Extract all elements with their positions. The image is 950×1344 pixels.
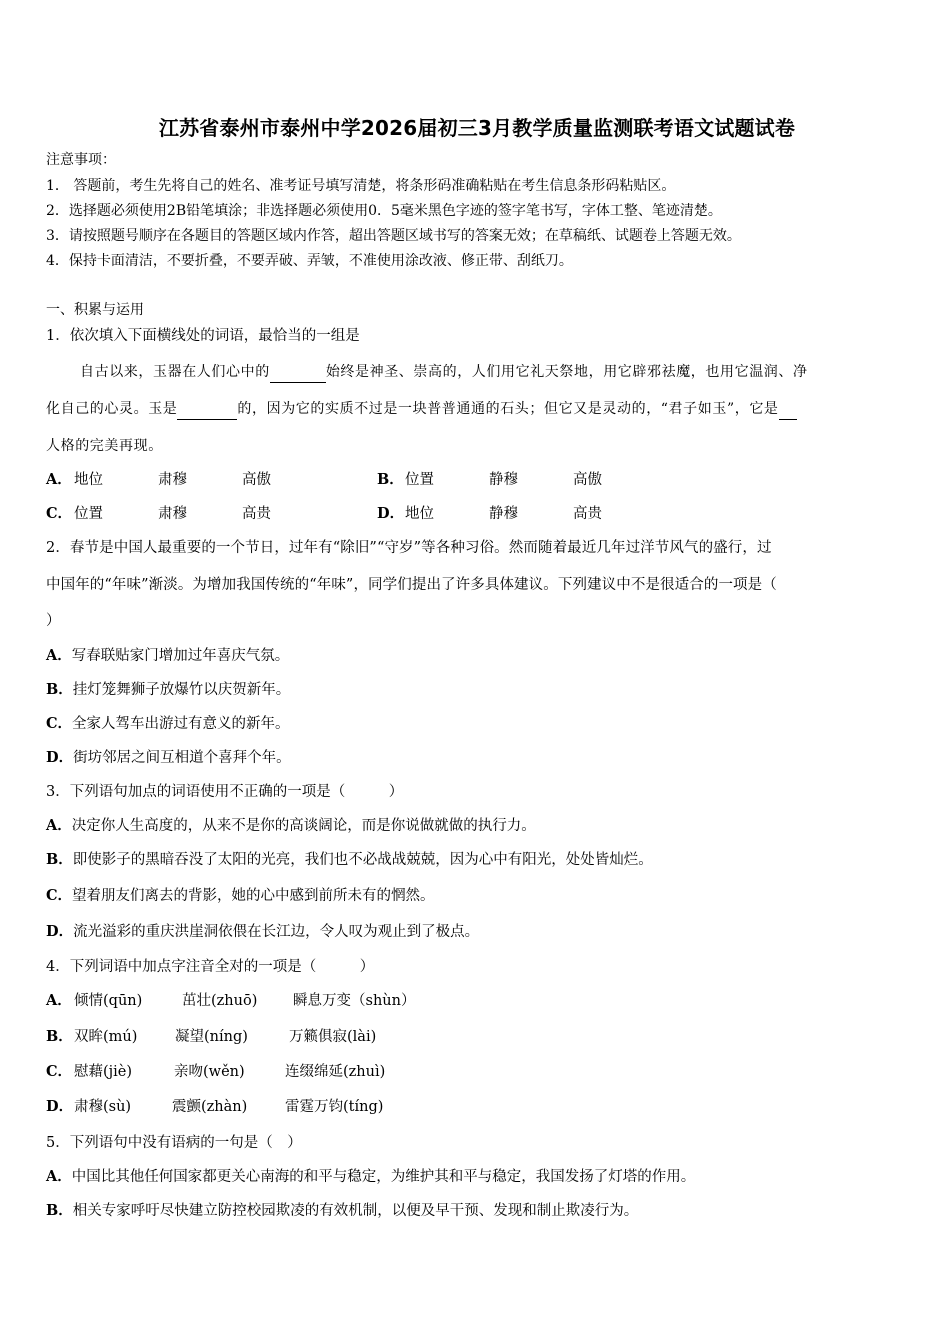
notice-item: 3．请按照题号顺序在各题目的答题区域内作答，超出答题区域书写的答案无效；在草稿纸、试题卷上答题无效。 bbox=[46, 228, 741, 244]
option-word: 位置 bbox=[405, 472, 434, 488]
question-3-option bbox=[46, 816, 536, 836]
option-word: 高傲 bbox=[242, 472, 271, 488]
option-label: D． bbox=[46, 1098, 74, 1115]
question-2-option bbox=[46, 714, 290, 734]
option-label: C． bbox=[46, 505, 73, 522]
notice-item: 1． 答题前，考生先将自己的姓名、准考证号填写清楚，将条形码准确粘贴在考生信息条形码粘贴区。 bbox=[46, 178, 676, 194]
question-2-stem: 中国年的“年味”渐淡。为增加我国传统的“年味”，同学们提出了许多具体建议。下列建议中不是很适合的一项是（ bbox=[46, 577, 777, 593]
option-label: B． bbox=[377, 471, 404, 488]
option-label: B． bbox=[46, 1202, 73, 1219]
question-5-option bbox=[46, 1167, 695, 1187]
option-text: 即使影子的黑暗吞没了太阳的光亮，我们也不必战战兢兢，因为心中有阳光，处处皆灿烂。 bbox=[72, 852, 653, 868]
passage-text: 化自己的心灵。玉是 bbox=[46, 401, 178, 417]
passage-text: 的，因为它的实质不过是一块普普通通的石头；但它又是灵动的，“君子如玉”，它是 bbox=[237, 401, 779, 417]
answer-blank bbox=[270, 362, 326, 383]
option-word: 高贵 bbox=[242, 506, 271, 522]
option-word: 震颤(zhàn) bbox=[172, 1099, 248, 1115]
option-word: 亲吻(wěn) bbox=[174, 1064, 245, 1080]
option-word: 肃穆 bbox=[158, 472, 187, 488]
question-2-option bbox=[46, 680, 290, 700]
answer-blank bbox=[177, 399, 237, 420]
option-label: B． bbox=[46, 1028, 73, 1045]
question-3-option bbox=[46, 886, 435, 906]
option-label: A． bbox=[46, 1168, 72, 1185]
section-heading: 一、积累与运用 bbox=[46, 302, 144, 318]
question-2-stem: 2．春节是中国人最重要的一个节日，过年有“除旧”“守岁”等各种习俗。然而随着最近几年过洋节风气的盛行，过 bbox=[46, 540, 772, 556]
option-label: C． bbox=[46, 715, 73, 732]
option-text: 全家人驾车出游过有意义的新年。 bbox=[72, 716, 290, 732]
question-5-stem: 5．下列语句中没有语病的一句是（ ） bbox=[46, 1135, 302, 1151]
option-word: 肃穆 bbox=[158, 506, 187, 522]
option-word: 高贵 bbox=[573, 506, 602, 522]
option-label: A． bbox=[46, 817, 72, 834]
option-text: 相关专家呼吁尽快建立防控校园欺凌的有效机制，以便及早干预、发现和制止欺凌行为。 bbox=[72, 1203, 639, 1219]
option-word: 高傲 bbox=[573, 472, 602, 488]
question-1-passage-line bbox=[46, 399, 797, 420]
question-1-passage-line: 人格的完美再现。 bbox=[46, 438, 163, 454]
option-word: 静穆 bbox=[489, 472, 518, 488]
question-1-stem: 1．依次填入下面横线处的词语，最恰当的一组是 bbox=[46, 328, 360, 344]
option-word: 静穆 bbox=[489, 506, 518, 522]
question-2-option bbox=[46, 748, 291, 768]
option-word: 倾情(qūn) bbox=[74, 993, 143, 1009]
option-word: 凝望(níng) bbox=[175, 1029, 248, 1045]
question-3-stem: 3．下列语句加点的词语使用不正确的一项是（ ） bbox=[46, 784, 404, 800]
page-title: 江苏省泰州市泰州中学2026届初三3月教学质量监测联考语文试题试卷 bbox=[158, 116, 796, 140]
option-label: A． bbox=[46, 992, 72, 1009]
passage-text: 始终是神圣、崇高的，人们用它礼天祭地，用它辟邪祛魔，也用它温润、净 bbox=[325, 364, 808, 380]
option-word: 肃穆(sù) bbox=[74, 1099, 132, 1115]
question-1-passage-line bbox=[80, 362, 808, 383]
question-5-option bbox=[46, 1201, 638, 1221]
option-word: 万籁俱寂(lài) bbox=[289, 1029, 377, 1045]
option-label: D． bbox=[46, 923, 74, 940]
notice-heading: 注意事项： bbox=[46, 152, 116, 168]
option-word: 位置 bbox=[74, 506, 103, 522]
answer-blank bbox=[779, 399, 797, 420]
option-label: A． bbox=[46, 647, 72, 664]
option-word: 瞬息万变（shùn） bbox=[293, 993, 416, 1009]
option-label: D． bbox=[46, 749, 74, 766]
option-label: C． bbox=[46, 1063, 73, 1080]
question-2-stem: ） bbox=[46, 613, 61, 629]
notice-item: 2．选择题必须使用2B铅笔填涂；非选择题必须使用0．5毫米黑色字迹的签字笔书写，字体工整、笔迹清楚。 bbox=[46, 203, 722, 219]
option-text: 街坊邻居之间互相道个喜拜个年。 bbox=[73, 750, 291, 766]
option-word: 双眸(mú) bbox=[74, 1029, 138, 1045]
option-text: 中国比其他任何国家都更关心南海的和平与稳定，为维护其和平与稳定，我国发扬了灯塔的作用。 bbox=[71, 1169, 696, 1185]
option-text: 流光溢彩的重庆洪崖洞依偎在长江边，令人叹为观止到了极点。 bbox=[73, 924, 480, 940]
option-text: 决定你人生高度的，从来不是你的高谈阔论，而是你说做就做的执行力。 bbox=[71, 818, 536, 834]
option-text: 挂灯笼舞狮子放爆竹以庆贺新年。 bbox=[72, 682, 291, 698]
question-3-option bbox=[46, 850, 653, 870]
question-4-stem: 4．下列词语中加点字注音全对的一项是（ ） bbox=[46, 959, 375, 975]
option-word: 雷霆万钧(tíng) bbox=[285, 1099, 384, 1115]
question-3-option bbox=[46, 922, 479, 942]
option-text: 写春联贴家门增加过年喜庆气氛。 bbox=[71, 648, 290, 664]
option-word: 地位 bbox=[405, 506, 434, 522]
option-word: 茁壮(zhuō) bbox=[182, 993, 258, 1009]
passage-text: 自古以来，玉器在人们心中的 bbox=[80, 364, 270, 380]
option-text: 望着朋友们离去的背影，她的心中感到前所未有的惘然。 bbox=[72, 888, 435, 904]
option-label: C． bbox=[46, 887, 73, 904]
option-label: B． bbox=[46, 681, 73, 698]
notice-item: 4．保持卡面清洁，不要折叠，不要弄破、弄皱，不准使用涂改液、修正带、刮纸刀。 bbox=[46, 253, 573, 269]
option-word: 连缀绵延(zhuì) bbox=[285, 1064, 386, 1080]
option-label: A． bbox=[46, 471, 72, 488]
option-label: D． bbox=[377, 505, 405, 522]
option-label: B． bbox=[46, 851, 73, 868]
option-word: 慰藉(jiè) bbox=[74, 1064, 133, 1080]
question-2-option bbox=[46, 646, 289, 666]
option-word: 地位 bbox=[74, 472, 103, 488]
